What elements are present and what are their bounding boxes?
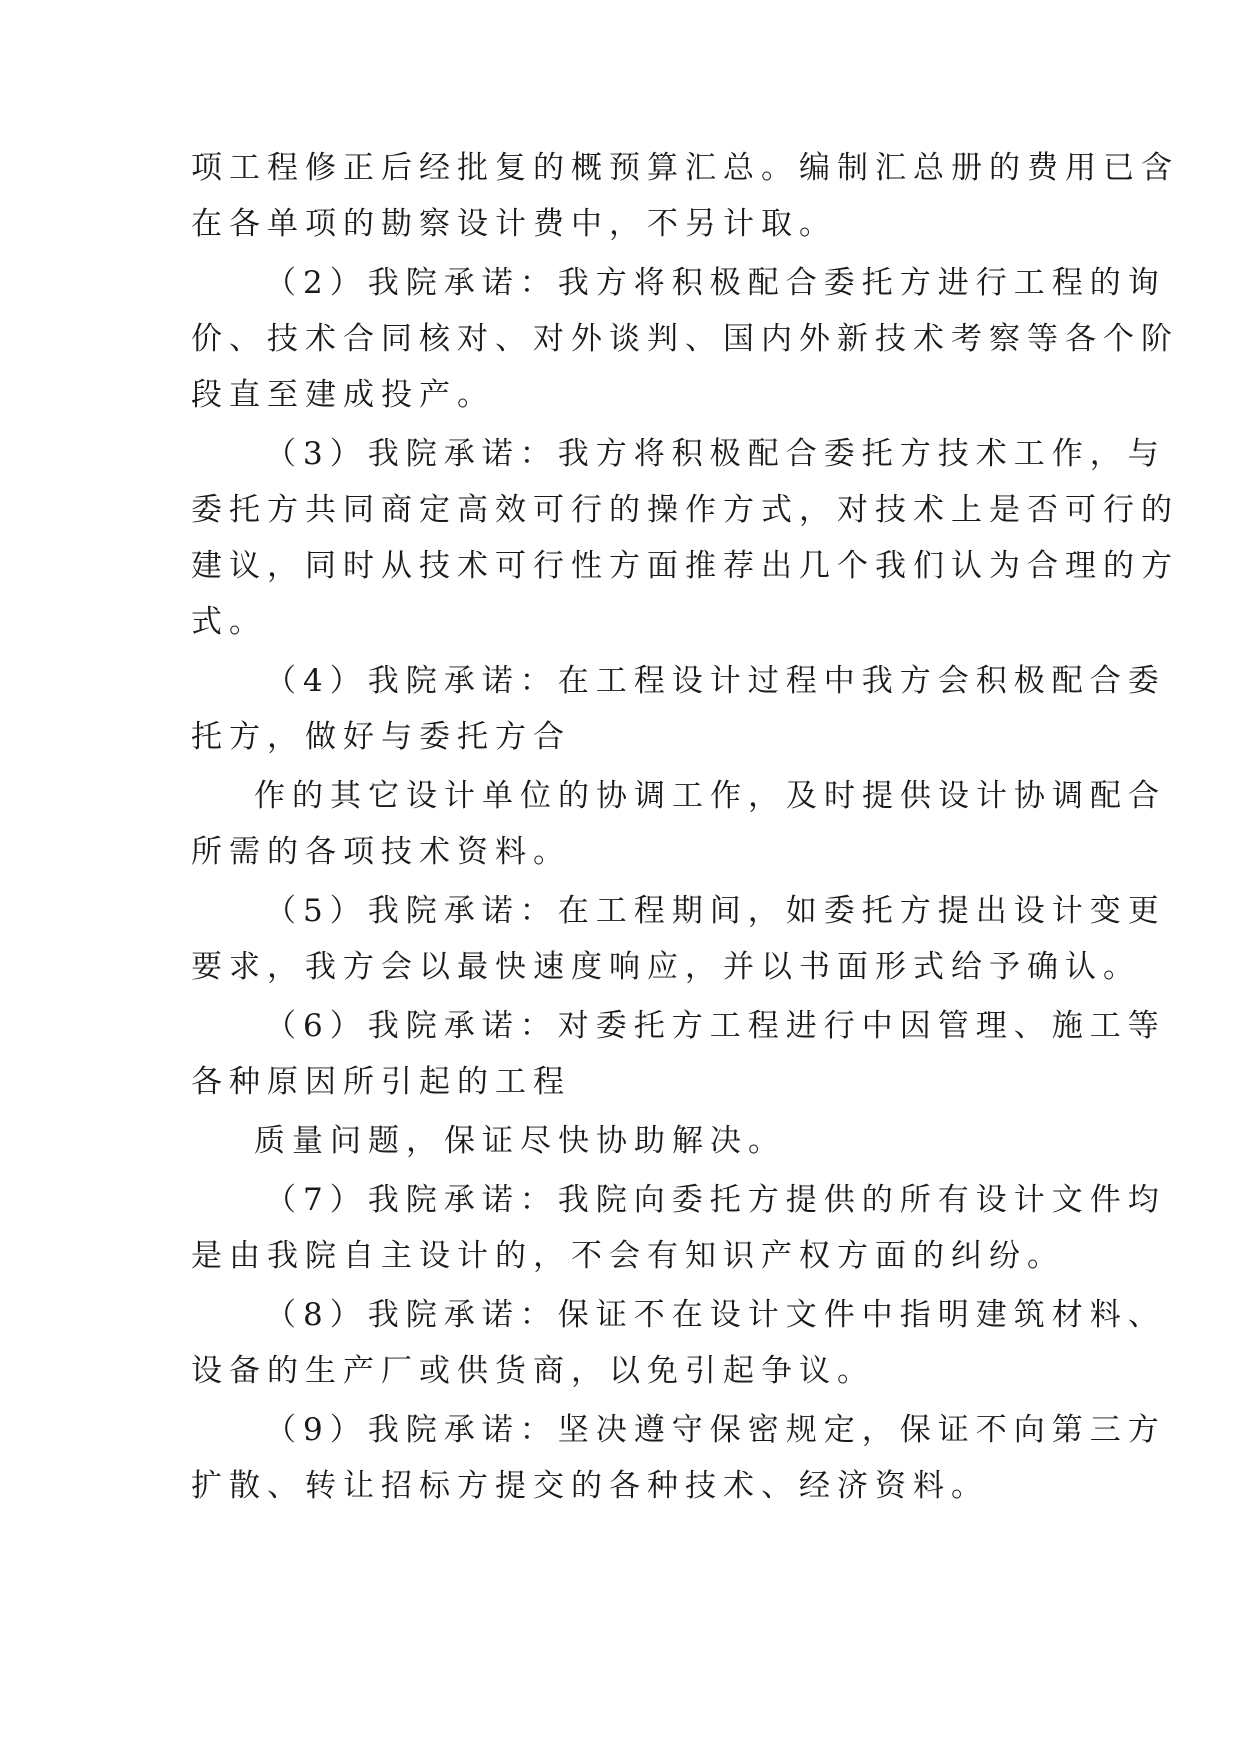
text-line: 建议，同时从技术可行性方面推荐出几个我们认为合理的方 [191,548,1179,584]
text-line: 各种原因所引起的工程 [191,1064,571,1100]
text-line: （7）我院承诺：我院向委托方提供的所有设计文件均 [265,1182,1166,1218]
text-line: （5）我院承诺：在工程期间，如委托方提出设计变更 [265,893,1166,929]
text-line: 价、技术合同核对、对外谈判、国内外新技术考察等各个阶 [191,321,1179,357]
text-line: （6）我院承诺：对委托方工程进行中因管理、施工等 [265,1008,1166,1044]
text-line: 委托方共同商定高效可行的操作方式，对技术上是否可行的 [191,492,1179,528]
text-line: 质量问题，保证尽快协助解决。 [254,1123,786,1159]
text-line: 设备的生产厂或供货商，以免引起争议。 [191,1353,875,1389]
text-line: 是由我院自主设计的，不会有知识产权方面的纠纷。 [191,1238,1065,1274]
text-line: （3）我院承诺：我方将积极配合委托方技术工作，与 [265,436,1166,472]
text-line: 段直至建成投产。 [191,377,495,413]
text-line: 托方，做好与委托方合 [191,719,571,755]
text-line: （2）我院承诺：我方将积极配合委托方进行工程的询 [265,265,1166,301]
text-line: 在各单项的勘察设计费中，不另计取。 [191,206,837,242]
text-line: （4）我院承诺：在工程设计过程中我方会积极配合委 [265,663,1166,699]
text-line: （9）我院承诺：坚决遵守保密规定，保证不向第三方 [265,1412,1166,1448]
text-line: （8）我院承诺：保证不在设计文件中指明建筑材料、 [265,1297,1166,1333]
text-line: 作的其它设计单位的协调工作，及时提供设计协调配合 [254,778,1166,814]
text-line: 扩散、转让招标方提交的各种技术、经济资料。 [191,1468,989,1504]
text-line: 所需的各项技术资料。 [191,834,571,870]
text-line: 式。 [191,604,267,640]
text-line: 项工程修正后经批复的概预算汇总。编制汇总册的费用已含 [191,150,1179,186]
text-line: 要求，我方会以最快速度响应，并以书面形式给予确认。 [191,949,1141,985]
